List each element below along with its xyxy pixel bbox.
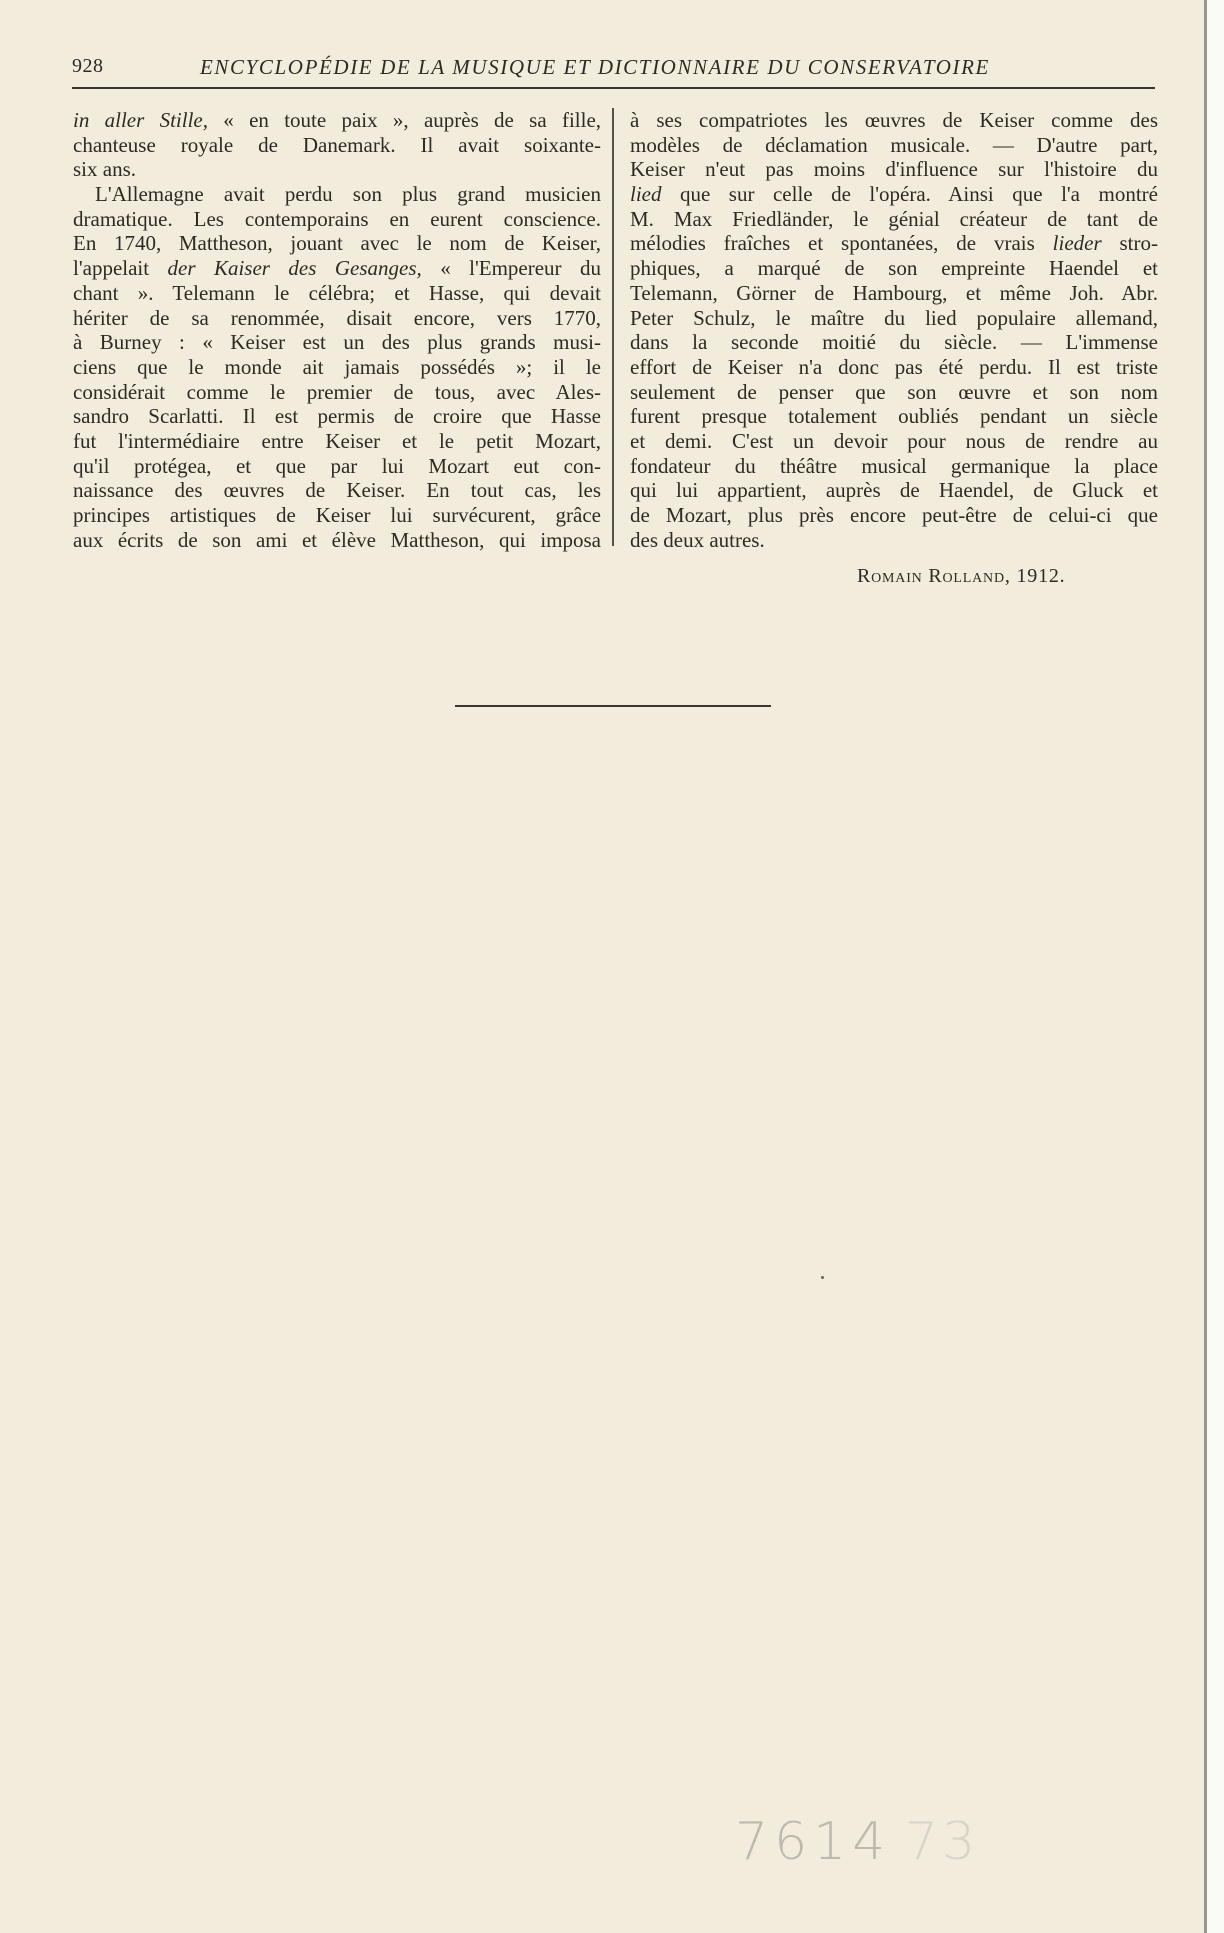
text-line: dans la seconde moitié du siècle. — L'immense — [630, 330, 1158, 355]
text-run: « l'Empereur du — [421, 256, 601, 281]
text-line: qui lui appartient, auprès de Haendel, de Gluck et — [630, 478, 1158, 503]
header-rule — [72, 87, 1155, 89]
text-line: à ses compatriotes les œuvres de Keiser comme des — [630, 108, 1158, 132]
text-line: L'Allemagne avait perdu son plus grand musicien — [95, 182, 601, 207]
text-line: chant ». Telemann le célébra; et Hasse, qui devait — [73, 280, 601, 305]
text-line: modèles de déclamation musicale. — D'autre part, — [630, 132, 1158, 157]
text-line: considérait comme le premier de tous, avec Ales- — [73, 379, 601, 404]
text-line: naissance des œuvres de Keiser. En tout cas, les — [73, 478, 601, 503]
text-line: hériter de sa renommée, disait encore, vers 1770, — [73, 305, 601, 330]
running-title: ENCYCLOPÉDIE DE LA MUSIQUE ET DICTIONNAIRE DU CONSERVATOIRE — [200, 55, 990, 79]
text-line: furent presque totalement oubliés pendant un siècle — [630, 404, 1158, 429]
text-line: chanteuse royale de Danemark. Il avait soixante- — [73, 132, 601, 157]
text-line: Keiser n'eut pas moins d'influence sur l'histoire du — [630, 157, 1158, 182]
right-column — [630, 108, 1158, 552]
text-line: Peter Schulz, le maître du lied populaire allemand, — [630, 305, 1158, 330]
italic-phrase: lieder — [1052, 231, 1102, 256]
signature — [857, 565, 1065, 588]
text-line: et demi. C'est un devoir pour nous de rendre au — [630, 428, 1158, 453]
text-run: mélodies fraîches et spontanées, de vrais — [630, 231, 1053, 256]
text-line — [630, 182, 1158, 207]
handwritten-shelfmark-faint: 73 — [905, 1812, 980, 1872]
text-line: M. Max Friedländer, le génial créateur de tant de — [630, 206, 1158, 231]
text-line: des deux autres. — [630, 527, 765, 552]
text-line: ciens que le monde ait jamais possédés »; il le — [73, 354, 601, 379]
text-line — [73, 256, 601, 281]
author-name: Romain Rolland — [857, 565, 1005, 587]
italic-phrase: lied — [630, 182, 662, 207]
page-number: 928 — [72, 55, 104, 77]
text-line: Telemann, Görner de Hambourg, et même Joh. Abr. — [630, 280, 1158, 305]
text-line: effort de Keiser n'a donc pas été perdu. Il est triste — [630, 354, 1158, 379]
handwritten-shelfmark: 7614 — [735, 1812, 892, 1872]
text-line: phiques, a marqué de son empreinte Haendel et — [630, 256, 1158, 281]
text-line: En 1740, Mattheson, jouant avec le nom de Keiser, — [73, 231, 601, 256]
text-line: qu'il protégea, et que par lui Mozart eut con- — [73, 453, 601, 478]
page-header — [72, 53, 1155, 83]
text-run: l'appelait — [73, 256, 168, 281]
signature-date: , 1912. — [1004, 565, 1066, 587]
text-line: de Mozart, plus près encore peut-être de celui-ci que — [630, 503, 1158, 527]
left-column — [73, 108, 601, 552]
end-rule — [455, 705, 771, 707]
text-line: à Burney : « Keiser est un des plus grands musi- — [73, 330, 601, 355]
page-edge-shadow — [1204, 0, 1207, 1933]
text-line: dramatique. Les contemporains en eurent conscience. — [73, 206, 601, 231]
text-line: aux écrits de son ami et élève Mattheson, qui imposa — [73, 527, 601, 552]
text-line: fondateur du théâtre musical germanique la place — [630, 453, 1158, 478]
text-line: fut l'intermédiaire entre Keiser et le petit Mozart, — [73, 428, 601, 453]
text-line: principes artistiques de Keiser lui survécurent, grâce — [73, 503, 601, 527]
text-line: six ans. — [73, 157, 136, 182]
page-edge-light — [1207, 0, 1224, 1933]
text-line — [630, 231, 1158, 256]
paper-speck — [821, 1276, 824, 1279]
column-divider — [612, 108, 614, 546]
text-line: seulement de penser que son œuvre et son nom — [630, 379, 1158, 404]
text-line: sandro Scarlatti. Il est permis de croire que Hasse — [73, 404, 601, 429]
italic-phrase: in aller Stille, — [73, 108, 208, 132]
text-run: stro- — [1101, 231, 1158, 256]
text-run: « en toute paix », auprès de sa fille, — [208, 108, 602, 132]
italic-phrase: der Kaiser des Gesanges, — [167, 256, 422, 281]
text-line — [73, 108, 601, 133]
text-run: que sur celle de l'opéra. Ainsi que l'a montré — [661, 182, 1158, 207]
